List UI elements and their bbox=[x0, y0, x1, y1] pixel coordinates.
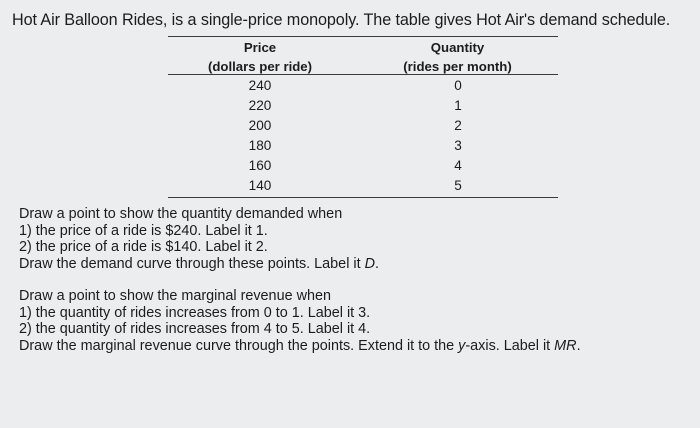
table-cell-quantity: 2 bbox=[454, 118, 462, 133]
table-cell-price: 240 bbox=[248, 78, 272, 93]
marginal-revenue-instructions bbox=[19, 288, 581, 354]
instruction-line: 2) the price of a ride is $140. Label it 2. bbox=[19, 239, 268, 255]
table-top-rule bbox=[168, 36, 558, 37]
table-cell-price: 180 bbox=[248, 138, 272, 153]
instruction-text: . bbox=[576, 337, 581, 354]
table-cell-quantity: 0 bbox=[454, 78, 462, 93]
table-cell-quantity: 4 bbox=[454, 158, 462, 173]
instruction-text: . bbox=[375, 255, 379, 272]
table-cell-quantity: 5 bbox=[454, 178, 462, 193]
table-bottom-rule bbox=[168, 197, 558, 198]
quantity-header-title: Quantity bbox=[430, 40, 485, 55]
demand-curve-label: D bbox=[364, 255, 375, 272]
instruction-line: Draw a point to show the marginal revenue when bbox=[19, 288, 331, 304]
table-cell-price: 160 bbox=[248, 158, 272, 173]
instruction-line: 2) the quantity of rides increases from 4 to 5. Label it 4. bbox=[19, 321, 371, 337]
table-cell-price: 200 bbox=[248, 118, 272, 133]
intro-text: Hot Air Balloon Rides, is a single-price monopoly. The table gives Hot Air's demand schedule. bbox=[12, 11, 671, 29]
table-cell-price: 220 bbox=[248, 98, 272, 113]
mr-curve-label: MR bbox=[554, 337, 577, 354]
instruction-text: -axis. Label it bbox=[465, 337, 555, 354]
price-header-unit: (dollars per ride) bbox=[207, 59, 313, 74]
table-cell-price: 140 bbox=[248, 178, 272, 193]
table-cell-quantity: 3 bbox=[454, 138, 462, 153]
quantity-header-unit: (rides per month) bbox=[403, 59, 512, 74]
quantity-column-header bbox=[395, 38, 520, 76]
instruction-text: Draw the marginal revenue curve through the points. Extend it to the bbox=[19, 337, 459, 354]
price-column-header bbox=[195, 38, 325, 76]
table-cell-quantity: 1 bbox=[454, 98, 462, 113]
instruction-text: Draw the demand curve through these points. Label it bbox=[19, 255, 365, 272]
instruction-line: 1) the quantity of rides increases from 0 to 1. Label it 3. bbox=[19, 304, 371, 321]
instruction-line bbox=[19, 256, 379, 273]
table-header-rule bbox=[168, 74, 558, 75]
instruction-line bbox=[19, 338, 581, 355]
instruction-line: 1) the price of a ride is $240. Label it 1. bbox=[19, 222, 268, 239]
demand-instructions bbox=[19, 206, 379, 272]
instruction-line: Draw a point to show the quantity demanded when bbox=[19, 206, 343, 222]
y-axis-label: y bbox=[458, 337, 466, 354]
price-header-title: Price bbox=[243, 40, 277, 55]
